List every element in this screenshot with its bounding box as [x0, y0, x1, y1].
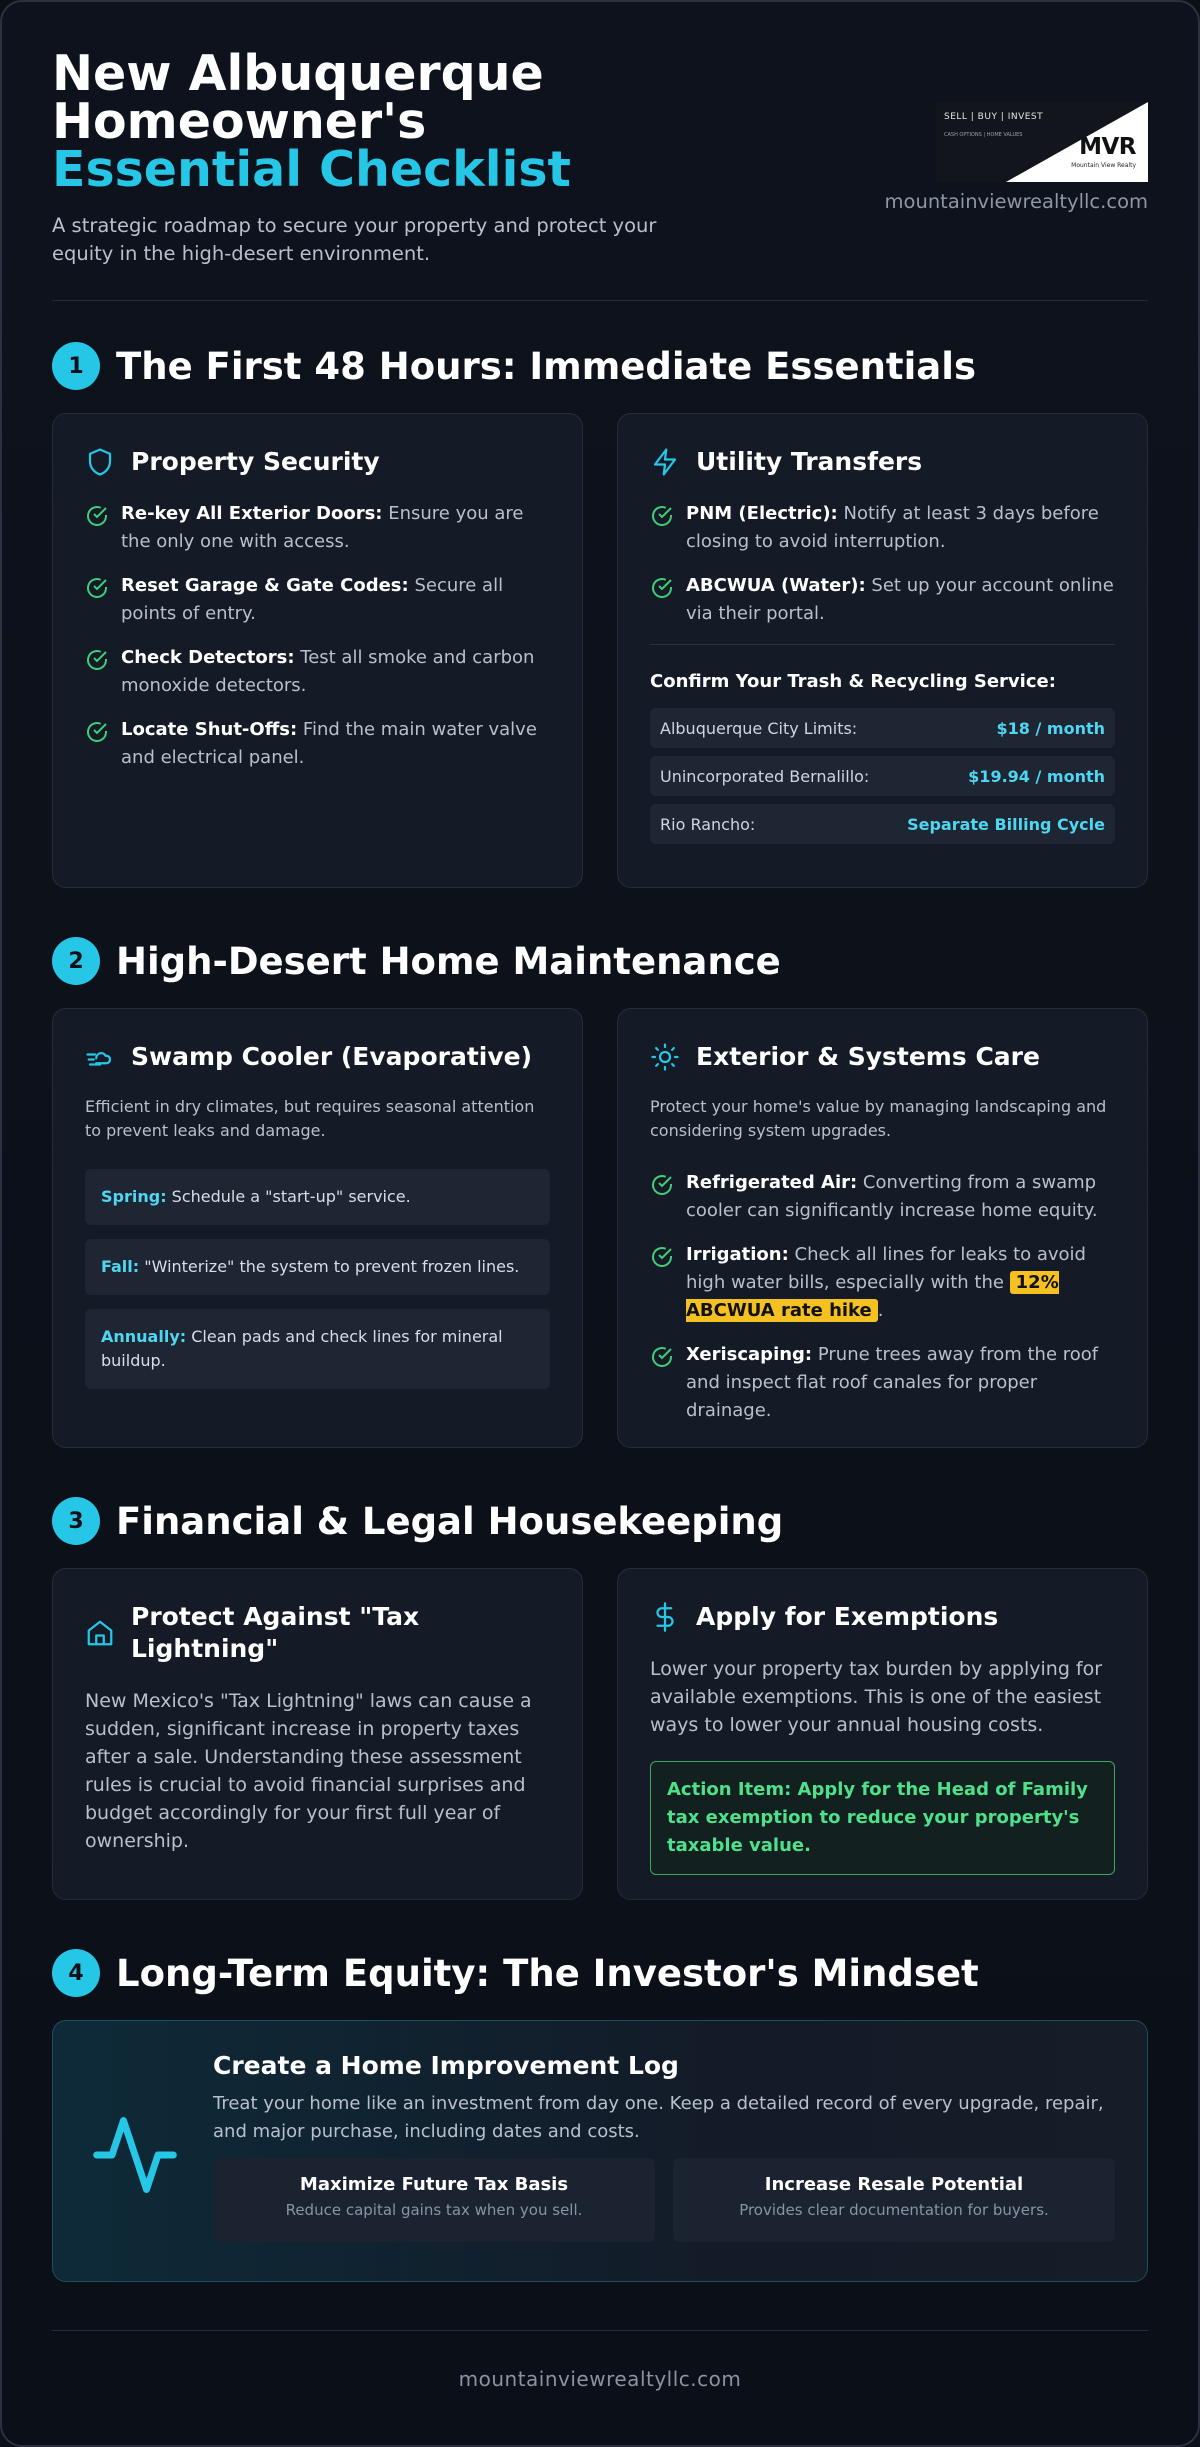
- benefit-subtitle: Provides clear documentation for buyers.: [739, 2201, 1049, 2219]
- item-text: Ensure you are the only one with access.: [121, 503, 524, 552]
- footer: [52, 2367, 1148, 2391]
- security-checklist: [85, 500, 550, 772]
- check-circle-icon: [650, 1245, 674, 1269]
- section-4-number: 4: [52, 1949, 100, 1997]
- exemptions-header: [650, 1601, 1115, 1633]
- item-text: Converting from a swamp cooler can significantly increase home equity.: [686, 1172, 1098, 1221]
- season-text: "Winterize" the system to prevent frozen lines.: [139, 1257, 520, 1276]
- footer-divider: [52, 2330, 1148, 2331]
- checklist-item: [650, 1241, 1115, 1325]
- item-text: Check all lines for leaks to avoid high water bills, especially with the: [686, 1244, 1086, 1293]
- season-task: [85, 1309, 550, 1389]
- item-text: Set up your account online via their portal.: [686, 575, 1114, 624]
- check-circle-icon: [650, 576, 674, 600]
- exterior-care-title: Exterior & Systems Care: [696, 1042, 1040, 1071]
- improvement-log-title: Create a Home Improvement Log: [213, 2051, 679, 2080]
- exterior-care-card: [617, 1008, 1148, 1448]
- wind-cloud-icon: [85, 1042, 115, 1072]
- exemptions-card: [617, 1568, 1148, 1900]
- swamp-cooler-card: [52, 1008, 583, 1448]
- utility-checklist: [650, 500, 1115, 628]
- trash-service-title: Confirm Your Trash & Recycling Service:: [650, 671, 1056, 692]
- logo-small-text: CASH OPTIONS | HOME VALUES: [944, 132, 1023, 138]
- tax-lightning-header: [85, 1601, 550, 1665]
- sun-icon: [650, 1042, 680, 1072]
- section-2-number: 2: [52, 937, 100, 985]
- improvement-log-text: Treat your home like an investment from day one. Keep a detailed record of every upgrade, repair, and major purchase, including dates and costs.: [213, 2093, 1104, 2142]
- trash-rate-row: [650, 756, 1115, 796]
- item-label: Xeriscaping:: [686, 1344, 813, 1365]
- item-label: Check Detectors:: [121, 647, 295, 668]
- checklist-item: [650, 572, 1115, 628]
- check-circle-icon: [85, 576, 109, 600]
- section-2-title: High-Desert Home Maintenance: [116, 939, 781, 983]
- benefit-box: [213, 2158, 655, 2242]
- season-text: Clean pads and check lines for mineral buildup.: [101, 1327, 503, 1370]
- season-label: Annually:: [101, 1327, 187, 1346]
- rate-hike-highlight: 12% ABCWUA rate hike: [686, 1272, 1059, 1321]
- swamp-cooler-description: Efficient in dry climates, but requires seasonal attention to prevent leaks and damage.: [85, 1097, 535, 1140]
- improvement-log-body: [213, 2051, 1115, 2242]
- tax-lightning-title: Protect Against "Tax Lightning": [131, 1602, 420, 1663]
- item-text: Prune trees away from the roof and inspect flat roof canales for proper drainage.: [686, 1344, 1099, 1421]
- check-circle-icon: [650, 1173, 674, 1197]
- benefit-box: [673, 2158, 1115, 2242]
- check-circle-icon: [85, 720, 109, 744]
- check-circle-icon: [650, 504, 674, 528]
- trash-rate-row: [650, 804, 1115, 844]
- item-label: ABCWUA (Water):: [686, 575, 866, 596]
- section-2-heading: [52, 936, 1148, 986]
- section-1-cards: [52, 413, 1148, 888]
- section-1-heading: [52, 341, 1148, 391]
- header-website-link[interactable]: mountainviewrealtyllc.com: [884, 190, 1148, 213]
- section-2-cards: [52, 1008, 1148, 1448]
- subtitle: A strategic roadmap to secure your property and protect your equity in the high-desert environment.: [52, 214, 657, 265]
- card-divider: [650, 644, 1115, 645]
- footer-website-link[interactable]: mountainviewrealtyllc.com: [458, 2367, 742, 2391]
- page-title: [52, 45, 752, 198]
- benefit-subtitle: Reduce capital gains tax when you sell.: [285, 2201, 583, 2219]
- section-1-title: The First 48 Hours: Immediate Essentials: [116, 344, 976, 388]
- check-circle-icon: [650, 1345, 674, 1369]
- benefit-title: Increase Resale Potential: [764, 2174, 1024, 2195]
- section-3-number: 3: [52, 1497, 100, 1545]
- tax-lightning-text: New Mexico's "Tax Lightning" laws can cause a sudden, significant increase in property taxes after a sale. Understanding these assessment rules is crucial to avoid financial surprises and budget accordingly for your first full year of ownership.: [85, 1690, 532, 1852]
- dollar-icon: [650, 1602, 680, 1632]
- trash-area-label: Rio Rancho:: [660, 814, 756, 834]
- exterior-checklist: [650, 1169, 1115, 1425]
- lightning-bolt-icon: [650, 447, 680, 477]
- exemptions-title: Apply for Exemptions: [696, 1602, 999, 1631]
- utility-transfers-header: [650, 446, 1115, 478]
- item-label: Irrigation:: [686, 1244, 789, 1265]
- property-security-header: [85, 446, 550, 478]
- trash-area-label: Albuquerque City Limits:: [660, 718, 858, 738]
- home-icon: [85, 1618, 115, 1648]
- checklist-item: [650, 500, 1115, 556]
- utility-transfers-card: [617, 413, 1148, 888]
- section-3-cards: [52, 1568, 1148, 1900]
- swamp-cooler-title: Swamp Cooler (Evaporative): [131, 1042, 533, 1071]
- item-label: Re-key All Exterior Doors:: [121, 503, 383, 524]
- check-circle-icon: [85, 504, 109, 528]
- section-4-title: Long-Term Equity: The Investor's Mindset: [116, 1951, 979, 1995]
- activity-pulse-icon: [89, 2109, 181, 2201]
- header-divider: [52, 300, 1148, 301]
- season-label: Spring:: [101, 1187, 167, 1206]
- trash-rate-value: $19.94 / month: [968, 766, 1105, 786]
- benefit-boxes: [213, 2158, 1115, 2242]
- tax-lightning-card: [52, 1568, 583, 1900]
- exterior-care-description: Protect your home's value by managing landscaping and considering system upgrades.: [650, 1097, 1107, 1140]
- section-4-heading: [52, 1948, 1148, 1998]
- utility-transfers-title: Utility Transfers: [696, 447, 923, 476]
- shield-icon: [85, 447, 115, 477]
- section-3-heading: [52, 1496, 1148, 1546]
- page-content: [52, 0, 1148, 2391]
- season-task: [85, 1169, 550, 1225]
- item-text: Secure all points of entry.: [121, 575, 504, 624]
- season-text: Schedule a "start-up" service.: [166, 1187, 411, 1206]
- trash-rate-row: [650, 708, 1115, 748]
- checklist-item: [85, 644, 550, 700]
- improvement-log-card: [52, 2020, 1148, 2282]
- brand-logo: [936, 102, 1148, 182]
- header: [52, 0, 1148, 300]
- logo-mark: MVR: [1079, 134, 1136, 160]
- trash-area-label: Unincorporated Bernalillo:: [660, 766, 870, 786]
- title-line-2: Homeowner's: [52, 93, 427, 150]
- item-text-end: .: [877, 1300, 884, 1321]
- item-text: Test all smoke and carbon monoxide detectors.: [121, 647, 535, 696]
- item-label: Refrigerated Air:: [686, 1172, 858, 1193]
- exemptions-text: Lower your property tax burden by applying for available exemptions. This is one of the easiest ways to lower your annual housing costs.: [650, 1658, 1103, 1736]
- title-line-1: New Albuquerque: [52, 45, 544, 102]
- item-label: Locate Shut-Offs:: [121, 719, 298, 740]
- section-3-title: Financial & Legal Housekeeping: [116, 1499, 784, 1543]
- benefit-title: Maximize Future Tax Basis: [299, 2174, 569, 2195]
- checklist-item: [85, 572, 550, 628]
- exterior-care-header: [650, 1041, 1115, 1073]
- section-1-number: 1: [52, 342, 100, 390]
- logo-tagline: SELL | BUY | INVEST: [944, 112, 1044, 122]
- logo-mark-sub: Mountain View Realty: [1071, 162, 1136, 169]
- checklist-item: [85, 500, 550, 556]
- trash-rate-value: Separate Billing Cycle: [907, 814, 1105, 834]
- action-item-callout: Action Item: Apply for the Head of Family tax exemption to reduce your property's taxable value.: [650, 1761, 1115, 1875]
- item-text: Find the main water valve and electrical panel.: [121, 719, 537, 768]
- season-task: [85, 1239, 550, 1295]
- trash-rate-value: $18 / month: [996, 718, 1105, 738]
- title-accent: Essential Checklist: [52, 141, 571, 198]
- property-security-title: Property Security: [131, 447, 380, 476]
- checklist-item: [650, 1341, 1115, 1425]
- check-circle-icon: [85, 648, 109, 672]
- item-text: Notify at least 3 days before closing to avoid interruption.: [686, 503, 1099, 552]
- property-security-card: [52, 413, 583, 888]
- item-label: Reset Garage & Gate Codes:: [121, 575, 409, 596]
- checklist-item: [650, 1169, 1115, 1225]
- swamp-cooler-header: [85, 1041, 550, 1073]
- season-label: Fall:: [101, 1257, 140, 1276]
- checklist-item: [85, 716, 550, 772]
- item-label: PNM (Electric):: [686, 503, 838, 524]
